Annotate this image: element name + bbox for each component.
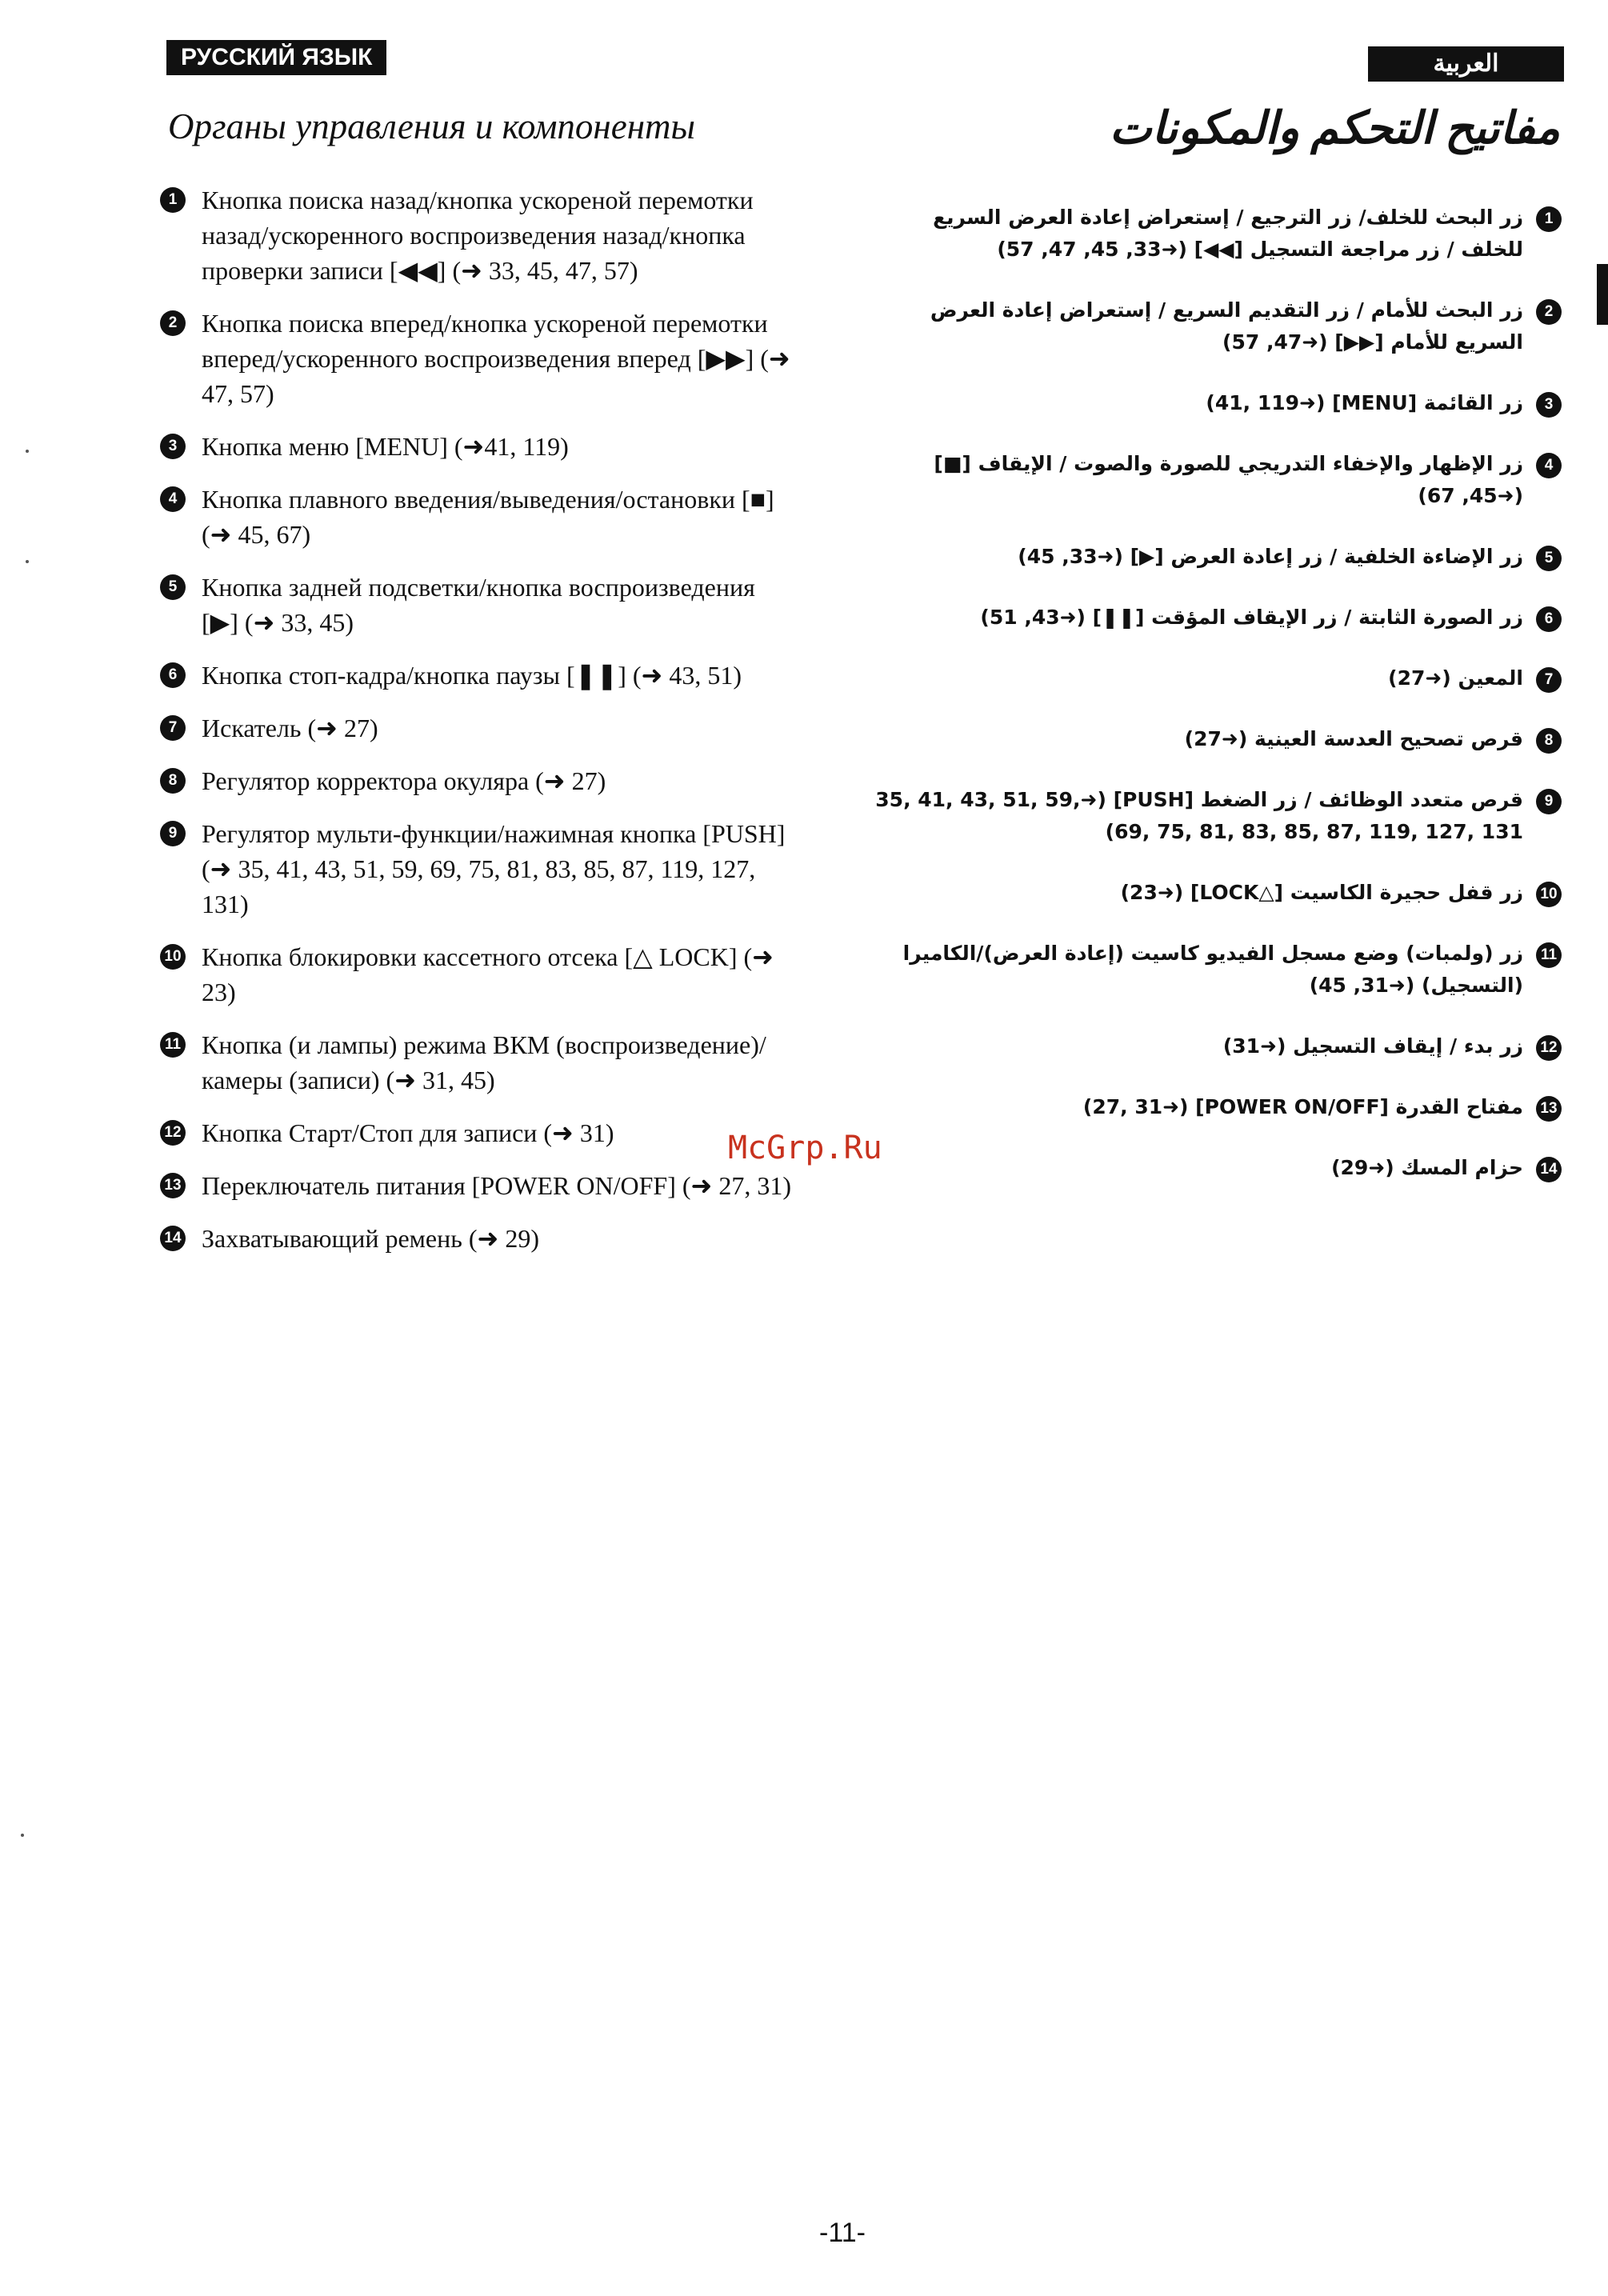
item-number-badge: 14 xyxy=(160,1226,186,1251)
ru-item-text: Переключатель питания [POWER ON/OFF] (➜ 27, 31) xyxy=(202,1171,791,1200)
ar-list-item xyxy=(874,938,1562,1002)
scan-speck xyxy=(26,560,29,563)
item-number-badge: 13 xyxy=(1536,1096,1562,1122)
ar-item-text: زر البحث للخلف/ زر الترجيع / إستعراض إعادة العرض السريع للخلف / زر مراجعة التسجيل [◀◀] (➜33, 45, 47, 57) xyxy=(933,206,1523,261)
item-number-badge: 2 xyxy=(160,310,186,336)
ru-item-text: Кнопка Старт/Стоп для записи (➜ 31) xyxy=(202,1118,614,1147)
ar-item-text: زر الإظهار والإخفاء التدريجي للصورة والصوت / الإيقاف [■] (➜45, 67) xyxy=(934,452,1523,507)
ru-list-item xyxy=(160,1115,792,1150)
item-number-badge: 7 xyxy=(1536,667,1562,693)
item-number-badge: 12 xyxy=(160,1120,186,1146)
ru-list-item xyxy=(160,763,792,798)
item-number-badge: 13 xyxy=(160,1173,186,1198)
ru-list-item xyxy=(160,710,792,746)
ru-list-item xyxy=(160,429,792,464)
item-number-badge: 8 xyxy=(160,768,186,794)
ar-item-text: زر الصورة الثابتة / زر الإيقاف المؤقت [❚❚] (➜43, 51) xyxy=(980,606,1523,629)
item-number-badge: 4 xyxy=(160,486,186,512)
ar-item-text: زر قفل حجيرة الكاسيت [△LOCK] (➜23) xyxy=(1120,881,1523,904)
item-number-badge: 6 xyxy=(160,662,186,688)
ru-list-item xyxy=(160,1027,792,1098)
ru-item-text: Кнопка (и лампы) режима ВКМ (воспроизведение)/камеры (записи) (➜ 31, 45) xyxy=(202,1030,766,1094)
item-number-badge: 9 xyxy=(160,821,186,846)
page-number: -11- xyxy=(819,2218,866,2248)
ar-list-item xyxy=(874,202,1562,266)
arabic-component-list xyxy=(874,202,1562,1213)
ru-list-item xyxy=(160,182,792,288)
ar-item-text: قرص تصحيح العدسة العينية (➜27) xyxy=(1184,727,1523,750)
ru-item-text: Захватывающий ремень (➜ 29) xyxy=(202,1224,539,1253)
item-number-badge: 4 xyxy=(1536,453,1562,478)
item-number-badge: 2 xyxy=(1536,299,1562,325)
scan-speck xyxy=(26,450,29,453)
russian-language-tab: РУССКИЙ ЯЗЫК xyxy=(166,40,386,75)
ar-list-item xyxy=(874,602,1562,634)
ru-item-text: Кнопка меню [MENU] (➜41, 119) xyxy=(202,432,569,461)
item-number-badge: 3 xyxy=(1536,392,1562,418)
item-number-badge: 10 xyxy=(160,944,186,970)
ru-item-text: Регулятор корректора окуляра (➜ 27) xyxy=(202,766,606,795)
ar-list-item xyxy=(874,877,1562,909)
item-number-badge: 1 xyxy=(1536,206,1562,232)
russian-component-list xyxy=(160,182,792,1274)
arabic-language-tab: العربية xyxy=(1368,46,1564,82)
ru-list-item xyxy=(160,939,792,1010)
ar-list-item xyxy=(874,723,1562,755)
item-number-badge: 8 xyxy=(1536,728,1562,754)
ar-item-text: مفتاح القدرة [POWER ON/OFF] (➜27, 31) xyxy=(1082,1095,1523,1118)
item-number-badge: 11 xyxy=(160,1032,186,1058)
ar-list-item xyxy=(874,448,1562,512)
ru-item-text: Кнопка задней подсветки/кнопка воспроизведения [▶] (➜ 33, 45) xyxy=(202,573,755,637)
ru-list-item xyxy=(160,1168,792,1203)
item-number-badge: 9 xyxy=(1536,789,1562,814)
item-number-badge: 12 xyxy=(1536,1035,1562,1061)
item-number-badge: 6 xyxy=(1536,606,1562,632)
ar-list-item xyxy=(874,541,1562,573)
ru-item-text: Кнопка стоп-кадра/кнопка паузы [❚❚] (➜ 43, 51) xyxy=(202,661,742,690)
ar-item-text: المعين (➜27) xyxy=(1388,666,1523,690)
ru-item-text: Искатель (➜ 27) xyxy=(202,714,378,742)
watermark-text: McGrp.Ru xyxy=(728,1130,882,1166)
item-number-badge: 14 xyxy=(1536,1157,1562,1182)
ar-item-text: زر بدء / إيقاف التسجيل (➜31) xyxy=(1222,1034,1523,1058)
ru-list-item xyxy=(160,306,792,411)
item-number-badge: 1 xyxy=(160,187,186,213)
ar-list-item xyxy=(874,1091,1562,1123)
ru-item-text: Кнопка поиска вперед/кнопка ускореной перемотки вперед/ускоренного воспроизведения вперед [▶▶] (➜ 47, 57) xyxy=(202,309,790,408)
item-number-badge: 5 xyxy=(160,574,186,600)
ar-item-text: قرص متعدد الوظائف / زر الضغط [PUSH] (➜35, 41, 43, 51, 59, 69, 75, 81, 83, 85, 87, 119, 127, 131) xyxy=(875,788,1523,843)
ru-list-item xyxy=(160,658,792,693)
russian-section-title: Органы управления и компоненты xyxy=(168,106,696,146)
ru-item-text: Кнопка плавного введения/выведения/остановки [■] (➜ 45, 67) xyxy=(202,485,774,549)
ru-item-text: Кнопка блокировки кассетного отсека [△ LOCK] (➜ 23) xyxy=(202,942,774,1006)
ar-item-text: زر الإضاءة الخلفية / زر إعادة العرض [▶] (➜33, 45) xyxy=(1018,545,1523,568)
ru-item-text: Регулятор мульти-функции/нажимная кнопка [PUSH] (➜ 35, 41, 43, 51, 59, 69, 75, 81, 83, 85, 87, 119, 127, 131) xyxy=(202,819,786,918)
ru-item-text: Кнопка поиска назад/кнопка ускореной перемотки назад/ускоренного воспроизведения назад/кнопка проверки записи [◀◀] (➜ 33, 45, 47, 57) xyxy=(202,186,754,285)
ar-list-item xyxy=(874,387,1562,419)
ar-list-item xyxy=(874,1030,1562,1062)
item-number-badge: 3 xyxy=(160,434,186,459)
ar-item-text: زر القائمة [MENU] (➜41, 119) xyxy=(1206,391,1523,414)
ru-list-item xyxy=(160,1221,792,1256)
ar-item-text: حزام المسك (➜29) xyxy=(1331,1156,1523,1179)
ar-list-item xyxy=(874,294,1562,358)
ar-list-item xyxy=(874,784,1562,848)
ru-list-item xyxy=(160,482,792,552)
item-number-badge: 5 xyxy=(1536,546,1562,571)
arabic-section-title: مفاتيح التحكم والمكونات xyxy=(1109,104,1560,154)
ar-item-text: زر البحث للأمام / زر التقديم السريع / إستعراض إعادة العرض السريع للأمام [▶▶] (➜47, 57) xyxy=(930,298,1523,354)
ru-list-item xyxy=(160,816,792,922)
item-number-badge: 7 xyxy=(160,715,186,741)
ru-list-item xyxy=(160,570,792,640)
item-number-badge: 11 xyxy=(1536,942,1562,968)
ar-list-item xyxy=(874,1152,1562,1184)
ar-item-text: زر (ولمبات) وضع مسجل الفيديو كاسيت (إعادة العرض)/الكاميرا (التسجيل) (➜31, 45) xyxy=(902,942,1523,997)
item-number-badge: 10 xyxy=(1536,882,1562,907)
scan-speck xyxy=(21,1834,24,1837)
ar-list-item xyxy=(874,662,1562,694)
page-edge-marker xyxy=(1597,264,1608,325)
